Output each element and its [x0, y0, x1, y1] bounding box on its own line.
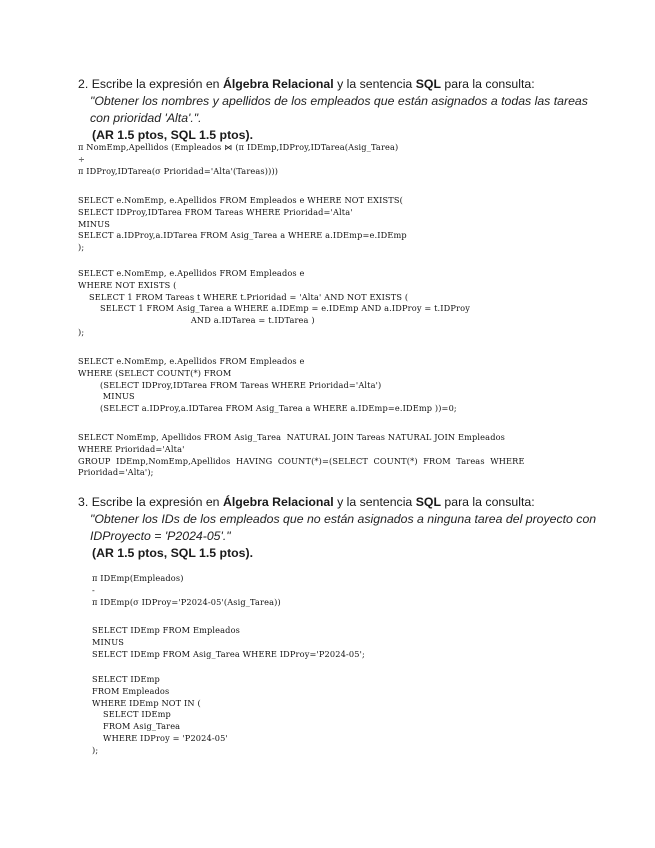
q3-sql-solution-2: SELECT IDEmp FROM Empleados WHERE IDEmp NOT IN ( SELECT IDEmp FROM Asig_Tarea WHERE IDProy = 'P2024-05' );	[92, 674, 228, 755]
q2-sql-solution-4: SELECT NomEmp, Apellidos FROM Asig_Tarea NATURAL JOIN Tareas NATURAL JOIN Empleados WHERE Prioridad='Alta' GROUP IDEmp,NomEmp,Apellidos HAVING COUNT(*)=(SELECT COUNT(*) FROM Tareas WHERE Prioridad='Alta');	[78, 432, 525, 478]
prompt-emphasis: Álgebra Relacional	[222, 77, 334, 91]
prompt-text: Escribe la expresión en	[91, 77, 220, 91]
question-3-points: (AR 1.5 ptos, SQL 1.5 ptos).	[92, 546, 254, 560]
prompt-emphasis: Álgebra Relacional	[222, 495, 334, 509]
question-2	[78, 76, 598, 144]
prompt-text: para la consulta:	[444, 77, 535, 91]
prompt-text: y la sentencia	[337, 495, 413, 509]
question-2-prompt	[78, 76, 598, 93]
question-number: 2.	[78, 77, 89, 91]
question-3-description: "Obtener los IDs de los empleados que no están asignados a ninguna tarea del proyecto con IDProyecto = 'P2024-05'."	[90, 512, 597, 543]
prompt-text: Escribe la expresión en	[91, 495, 220, 509]
question-3-prompt	[78, 494, 598, 511]
q2-sql-solution-2: SELECT e.NomEmp, e.Apellidos FROM Empleados e WHERE NOT EXISTS ( SELECT 1 FROM Tareas t WHERE t.Prioridad = 'Alta' AND NOT EXISTS ( SELECT 1 FROM Asig_Tarea a WHERE a.IDEmp = e.IDEmp AND a.IDProy = t.IDProy AND a.IDTarea = t.IDTarea ) );	[78, 268, 470, 337]
question-number: 3.	[78, 495, 89, 509]
q3-relational-algebra: π IDEmp(Empleados) - π IDEmp(σ IDProy='P2024-05'(Asig_Tarea))	[92, 573, 281, 607]
q2-sql-solution-1: SELECT e.NomEmp, e.Apellidos FROM Empleados e WHERE NOT EXISTS( SELECT IDProy,IDTarea FROM Tareas WHERE Prioridad='Alta' MINUS SELECT a.IDProy,a.IDTarea FROM Asig_Tarea a WHERE a.IDEmp=e.IDEmp );	[78, 195, 407, 253]
q2-relational-algebra: π NomEmp,Apellidos (Empleados ⋈ (π IDEmp,IDProy,IDTarea(Asig_Tarea) ÷ π IDProy,IDTarea(σ Prioridad='Alta'(Tareas))))	[78, 142, 399, 176]
q3-sql-solution-1: SELECT IDEmp FROM Empleados MINUS SELECT IDEmp FROM Asig_Tarea WHERE IDProy='P2024-05';	[92, 625, 365, 659]
question-2-points: (AR 1.5 ptos, SQL 1.5 ptos).	[92, 128, 254, 142]
prompt-text: y la sentencia	[337, 77, 413, 91]
q2-sql-solution-3: SELECT e.NomEmp, e.Apellidos FROM Empleados e WHERE (SELECT COUNT(*) FROM (SELECT IDProy,IDTarea FROM Tareas WHERE Prioridad='Alta') MINUS (SELECT a.IDProy,a.IDTarea FROM Asig_Tarea a WHERE a.IDEmp=e.IDEmp ))=0;	[78, 356, 457, 414]
question-3	[78, 494, 598, 562]
prompt-emphasis: SQL	[415, 495, 441, 509]
question-2-description: "Obtener los nombres y apellidos de los empleados que están asignados a todas las tareas con prioridad 'Alta'.".	[90, 94, 588, 125]
prompt-text: para la consulta:	[444, 495, 535, 509]
prompt-emphasis: SQL	[415, 77, 441, 91]
